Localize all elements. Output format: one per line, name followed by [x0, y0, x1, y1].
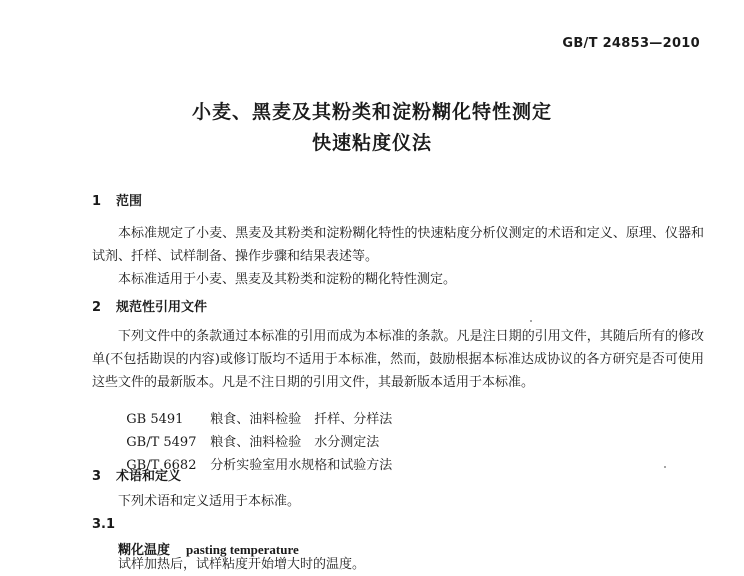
section-title: 规范性引用文件: [116, 300, 208, 315]
section-number: 3: [92, 469, 102, 484]
reference-code: GB/T 5497: [126, 435, 197, 450]
clause-number: 3.1: [92, 517, 116, 532]
section-number: 1: [92, 194, 102, 209]
term-definition: 试样加热后，试样粘度开始增大时的温度。: [118, 557, 366, 572]
section-heading-terms: [92, 465, 181, 484]
term-english: pasting temperature: [186, 542, 299, 557]
section-number: 2: [92, 300, 102, 315]
standard-code: GB/T 24853—2010: [562, 36, 700, 51]
document-subtitle: 快速粘度仪法: [311, 132, 432, 154]
reference-title: 粮食、油料检验 水分测定法: [210, 435, 380, 450]
term-chinese: 糊化温度: [118, 543, 171, 558]
section-heading-scope: [92, 190, 142, 209]
section-title: 范围: [116, 194, 143, 209]
scope-paragraph-1: 本标准规定了小麦、黑麦及其粉类和淀粉糊化特性的快速粘度分析仪测定的术语和定义、原理、仪器和试剂、扦样、试样制备、操作步骤和结果表述等。: [92, 226, 704, 264]
scope-paragraph-2: 本标准适用于小麦、黑麦及其粉类和淀粉的糊化特性测定。: [118, 272, 457, 287]
reference-title: 粮食、油料检验 扦样、分样法: [210, 412, 393, 427]
reference-title: 分析实验室用水规格和试验方法: [210, 458, 393, 473]
section-title: 术语和定义: [116, 469, 182, 484]
reference-code: GB/T 6682: [126, 458, 197, 473]
scan-speck: [530, 320, 532, 322]
references-paragraph: 下列文件中的条款通过本标准的引用而成为本标准的条款。凡是注日期的引用文件，其随后所有的修改单(不包括勘误的内容)或修订版均不适用于本标准，然而，鼓励根据本标准达成协议的各方研究是否可使用这些文件的最新版本。凡是不注日期的引用文件，其最新版本适用于本标准。: [92, 329, 704, 390]
scan-speck: [664, 466, 666, 468]
document-title: 小麦、黑麦及其粉类和淀粉糊化特性测定: [191, 101, 552, 123]
terms-paragraph: 下列术语和定义适用于本标准。: [118, 494, 301, 509]
section-heading-normative-references: [92, 296, 207, 315]
reference-code: GB 5491: [126, 412, 184, 427]
